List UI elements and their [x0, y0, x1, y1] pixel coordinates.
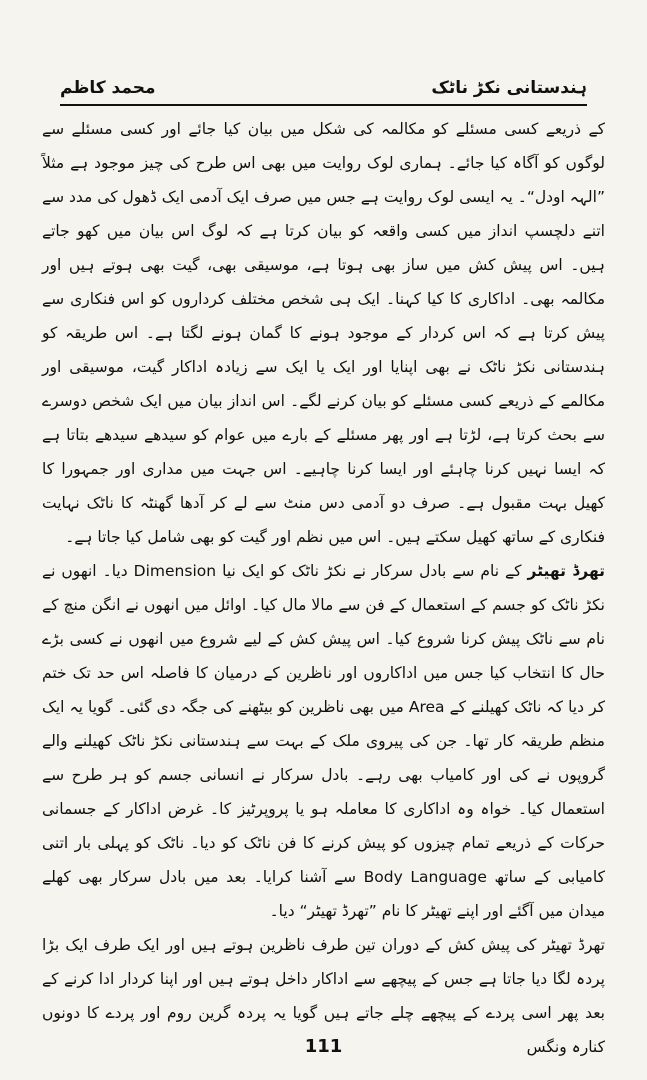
paragraph-2-text: کے نام سے بادل سرکار نے نکڑ ناٹک کو ایک نیا Dimension دیا۔ انھوں نے نکڑ ناٹک کو جسم کے استعمال کے فن سے مالا مال کیا۔ اوائل میں انھوں نے انگن منچ کے نام سے ناٹک پیش کرنا شروع کیا۔ اس پیش کش کے لیے شروع میں انھوں نے کسی بڑے حال کا انتخاب کیا جس میں اداکاروں اور ناظرین کے درمیان کا فاصلہ اس حد تک ختم کر دیا کہ ناٹک کھیلنے کے Area میں بھی ناظرین کو بیٹھنے کی جگہ دی گئی۔ گویا یہ ایک منظم طریقہ کار تھا۔ جن کی پیروی ملک کے بہت سے ہندستانی نکڑ ناٹک کھیلنے والے گروپوں نے کی اور کامیاب بھی رہے۔ بادل سرکار نے انسانی جسم کو ہر طرح سے استعمال کیا۔ خواہ وہ اداکاری کا معاملہ ہو یا پروپرٹیز کا۔ غرض اداکار کے جسمانی حرکات کے ذریعے تمام چیزوں کو پیش کرنے کا فن ناٹک کو دیا۔ ناٹک کو پہلی بار اتنی کامیابی کے ساتھ Body Language سے آشنا کرایا۔ بعد میں بادل سرکار بھی کھلے میدان میں آگئے اور اپنے تھیٹر کا نام ”تھرڈ تھیٹر“ دیا۔	[42, 562, 605, 920]
paragraph-1	[42, 112, 605, 554]
section-lead-third-theatre: تھرڈ تھیٹر	[527, 562, 605, 580]
page-number: 111	[304, 1036, 343, 1057]
paragraph-3-text: تھرڈ تھیٹر کی پیش کش کے دوران تین طرف ناظرین ہوتے ہیں اور ایک طرف ایک بڑا پردہ لگا دیا جاتا ہے جس کے پیچھے سے اداکار داخل ہوتے ہیں اور اپنا کردار ادا کرنے کے بعد پھر اسی پردے کے پیچھے چلے جاتے ہیں گویا یہ پردہ گرین روم اور پردے کا دونوں کنارہ ونگس	[42, 936, 605, 1056]
paragraph-1-text: کے ذریعے کسی مسئلے کو مکالمہ کی شکل میں بیان کیا جائے اور کسی مسئلے سے لوگوں کو آگاہ کیا جائے۔ ہماری لوک روایت میں بھی اس طرح کی چیز موجود ہے مثلاً ”الہہ اودل“۔ یہ ایسی لوک روایت ہے جس میں صرف ایک آدمی ایک ڈھول کی مدد سے اتنے دلچسپ انداز میں کسی واقعہ کو بیان کرتا ہے کہ لوگ اس بیان میں کھو جاتے ہیں۔ اس پیش کش میں ساز بھی ہوتا ہے، موسیقی بھی، گیت بھی ہوتے ہیں اور مکالمہ بھی۔ اداکاری کا کیا کہنا۔ ایک ہی شخص مختلف کرداروں کو اس فنکاری سے پیش کرتا ہے کہ اس کردار کے موجود ہونے کا گمان ہونے لگتا ہے۔ اس طریقہ کو ہندستانی نکڑ ناٹک نے بھی اپنایا اور ایک یا ایک سے زیادہ اداکار گیت، موسیقی اور مکالمے کے ذریعے کسی مسئلے کو بیان کرنے لگے۔ اس انداز بیان میں ایک شخص دوسرے سے بحث کرتا ہے، لڑتا ہے اور پھر مسئلے کے بارے میں عوام کو سیدھے سیدھے بتاتا ہے کہ ایسا نہیں کرنا چاہئے اور ایسا کرنا چاہیے۔ اس جہت میں مداری اور جمہورا کا کھیل بہت مقبول ہے۔ صرف دو آدمی دس منٹ سے لے کر آدھا گھنٹہ کا ناٹک نہایت فنکاری کے ساتھ کھیل سکتے ہیں۔ اس میں نظم اور گیت کو بھی شامل کیا جاتا ہے۔	[42, 120, 605, 546]
author-name: محمد کاظم	[60, 78, 156, 98]
running-header	[60, 64, 587, 98]
header-rule	[60, 104, 587, 106]
paragraph-2	[42, 554, 605, 928]
book-title: ہندستانی نکڑ ناٹک	[431, 78, 587, 98]
